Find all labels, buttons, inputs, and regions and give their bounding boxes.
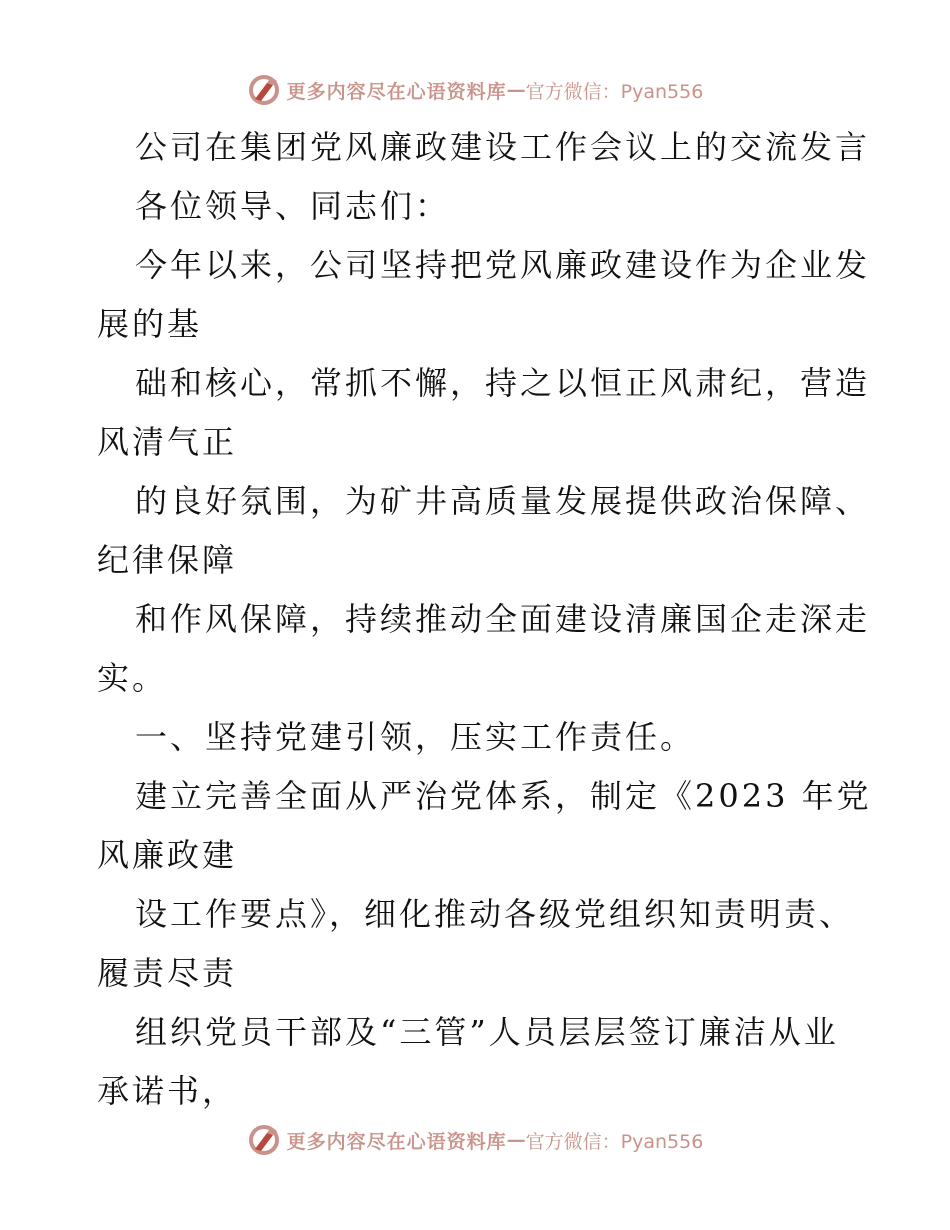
paragraph-line: 展的基 [97,305,203,343]
pen-nib-logo-icon [247,73,281,107]
paragraph-line: 实。 [97,659,168,697]
pen-nib-logo-icon [247,1123,281,1157]
paragraph-line: 今年以来，公司坚持把党风廉政建设作为企业发 [135,246,871,284]
section-heading: 一、坚持党建引领，压实工作责任。 [135,718,696,756]
paragraph-line: 承诺书， [97,1072,238,1110]
paragraph-line: 风廉政建 [97,836,238,874]
banner-separator: — [506,1129,526,1151]
banner-title: 更多内容尽在心语资料库 [286,80,507,103]
footer-banner [0,1120,950,1160]
salutation: 各位领导、同志们： [135,187,451,225]
paragraph-line: 风清气正 [97,423,238,461]
paragraph-line: 础和核心，常抓不懈，持之以恒正风肃纪，营造 [135,364,871,402]
banner-wechat-account: 官方微信：Pyan556 [525,80,704,103]
paragraph-line: 建立完善全面从严治党体系，制定《2023 年党 [135,777,872,815]
document-title: 公司在集团党风廉政建设工作会议上的交流发言 [135,128,871,166]
paragraph-line: 组织党员干部及“三管”人员层层签订廉洁从业 [135,1013,839,1051]
paragraph-line: 纪律保障 [97,541,238,579]
header-banner [0,70,950,110]
paragraph-line: 履责尽责 [97,954,238,992]
banner-title: 更多内容尽在心语资料库 [286,1130,507,1153]
banner-wechat-account: 官方微信：Pyan556 [525,1130,704,1153]
paragraph-line: 的良好氛围，为矿井高质量发展提供政治保障、 [135,482,871,520]
banner-separator: — [506,79,526,101]
paragraph-line: 和作风保障，持续推动全面建设清廉国企走深走 [135,600,871,638]
paragraph-line: 设工作要点》，细化推动各级党组织知责明责、 [135,895,855,933]
